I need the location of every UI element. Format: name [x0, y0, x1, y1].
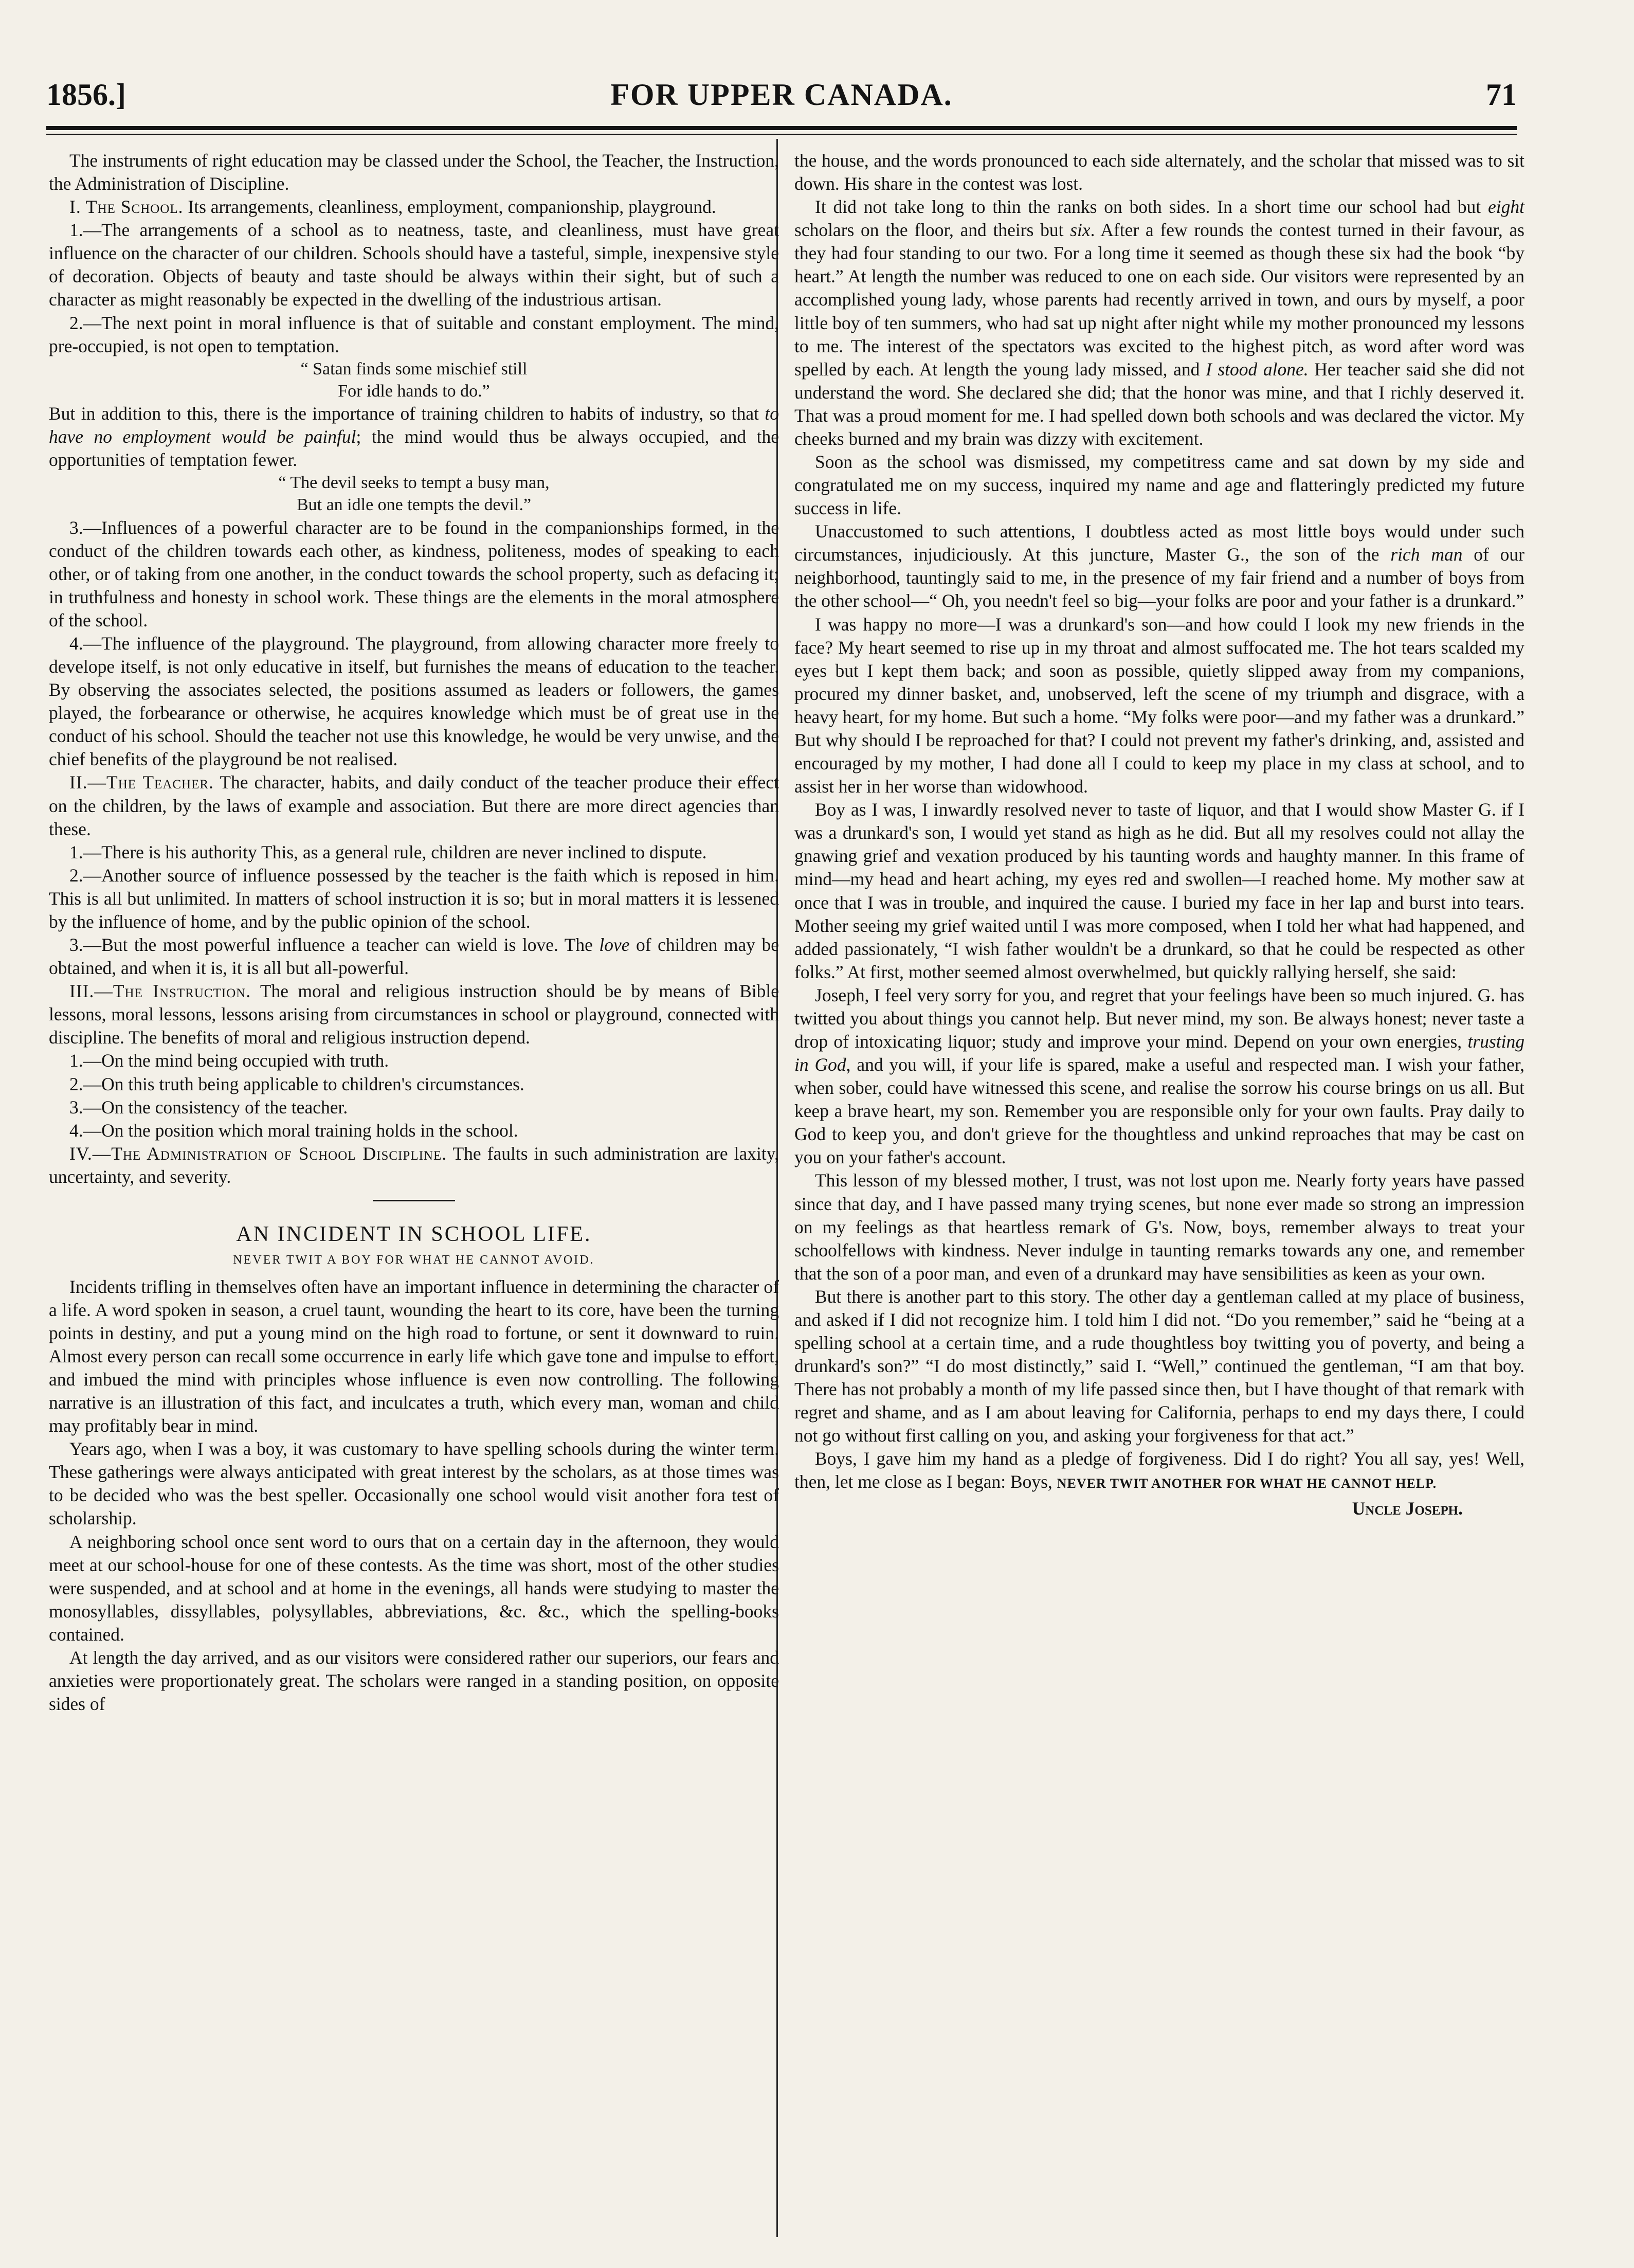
header-title: FOR UPPER CANADA.: [610, 78, 953, 112]
teacher-point-2: 2.—Another source of influence possessed by the teacher is the faith which is reposed in him. This is all but unlimited. In matters of school instruction it is so; but in moral matters it is lessened by the influence of home, and by the public opinion of the school.: [49, 865, 779, 932]
school-point-2-continued: [49, 402, 779, 472]
story-paragraph-13: But there is another part to this story. The other day a gentleman called at my place of business, and asked if I did not recognize him. I told him I did not. “Do you remember,” said he “being at a spelling school at a certain time, and a rude thoughtless boy twitting you of poverty, and being a drunkard's son?” “I do most distinctly,” said I. “Well,” continued the gentleman, “I am that boy. There has not probably a month of my life passed since then, but I have thought of that remark with regret and shame, and as I am about leaving for California, perhaps to end my days there, I could not go without first calling on you, and asking your forgiveness for that act.”: [794, 1286, 1524, 1446]
story-paragraph-1: Incidents trifling in themselves often have an important influence in determining the character of a life. A word spoken in season, a cruel taunt, wounding the heart to its core, have been the turning points in destiny, and put a young mind on the high road to fortune, or sent it downward to ruin. Almost every person can recall some occurrence in early life which gave tone and impulse to effort, and imbued the mind with principles whose influence is even now controlling. The following narrative is an illustration of this fact, and inculcates a truth, which every man, woman and child may profitably bear in mind.: [49, 1276, 779, 1436]
story-paragraph-10: Boy as I was, I inwardly resolved never to taste of liquor, and that I would show Master G. if I was a drunkard's son, I would yet stand as high as he did. But all my resolves could not allay the gnawing grief and vexation produced by his taunting words and haughty manner. In this frame of mind—my head and heart aching, my eyes red and swollen—I reached home. My mother saw at once that I was in trouble, and inquired the cause. I buried my face in her lap and burst into tears. Mother seeing my grief waited until I was more composed, when I told her what had happened, and added passionately, “I wish father wouldn't be a drunkard, so that he could be respected as other folks.” At first, mother seemed almost overwhelmed, but quickly rallying herself, she said:: [794, 799, 1524, 982]
page-header: [46, 77, 1517, 118]
administration-section: [49, 1142, 779, 1189]
verse-devil-line-1: “ The devil seeks to tempt a busy man,: [278, 473, 550, 493]
verse-devil-line-2: But an idle one tempts the devil.”: [296, 495, 532, 515]
school-point-1: 1.—The arrangements of a school as to neatness, taste, and cleanliness, must have great influence on the character of our children. Schools should have a tasteful, simple, inexpensive style of decoration. Objects of beauty and taste should be always within their sight, but of such a character as might reasonably be expected in the dwelling of the industrious artisan.: [49, 220, 779, 310]
teacher-heading: II.—The Teacher.: [69, 772, 214, 793]
header-rule-thin: [46, 134, 1517, 135]
emphasis-text: rich man: [1390, 544, 1463, 565]
left-column: [49, 149, 779, 1716]
story-paragraph-2: Years ago, when I was a boy, it was customary to have spelling schools during the winter term. These gatherings were always anticipated with great interest by the scholars, as at those times was to be decided who was the best speller. Occasionally one school would visit another fora test of scholarship.: [49, 1438, 779, 1529]
story-paragraph-6: [794, 195, 1524, 451]
right-column: [794, 149, 1524, 1520]
teacher-point-3: [49, 933, 779, 980]
administration-heading: IV.—The Administration of School Discipline.: [69, 1143, 447, 1164]
section-rule: [373, 1200, 455, 1201]
story-paragraph-14: [794, 1447, 1524, 1493]
text-span: scholars on the floor, and theirs but: [794, 220, 1070, 241]
instruction-point-1: 1.—On the mind being occupied with truth.: [69, 1050, 389, 1071]
instruction-point-2: 2.—On this truth being applicable to children's circumstances.: [69, 1073, 524, 1094]
instruction-section-text: The moral and religious instruction should be by means of Bible lessons, moral lessons, lessons arising from circumstances in school or playground, connected with discipline. The benefits of moral and religious instruction depend.: [49, 981, 779, 1048]
emphasis-text: trusting in God: [794, 1031, 1524, 1075]
administration-section-text: The faults in such administration are laxity, uncertainty, and severity.: [49, 1143, 779, 1187]
story-title: AN INCIDENT IN SCHOOL LIFE.: [236, 1222, 592, 1246]
text-span: Unaccustomed to such attentions, I doubtless acted as most little boys would under such circumstances, injudiciously. At this juncture, Master G., the son of the: [794, 521, 1524, 565]
emphasis-text: to have no employment would be painful: [49, 403, 779, 447]
story-paragraph-3: A neighboring school once sent word to ours that on a certain day in the afternoon, they would meet at our school-house for one of these contests. As the time was short, most of the other studies were suspended, and at school and at home in the evenings, all hands were studying to master the monosyllables, dissyllables, polysyllables, abbreviations, &c. &c., which the spelling-books contained.: [49, 1531, 779, 1645]
verse-satan-line-2: For idle hands to do.”: [338, 381, 490, 401]
story-paragraph-5: the house, and the words pronounced to each side alternately, and the scholar that missed was to sit down. His share in the contest was lost.: [794, 150, 1524, 194]
school-heading: I. The School.: [69, 196, 184, 218]
text-span: It did not take long to thin the ranks on both sides. In a short time our school had but: [815, 196, 1488, 218]
teacher-point-1: 1.—There is his authority This, as a general rule, children are never inclined to dispute.: [69, 841, 707, 862]
school-point-3: 3.—Influences of a powerful character are to be found in the companionships formed, in the conduct of the children towards each other, as kindness, politeness, modes of speaking to each other, or of taking from one another, in the conduct towards the school property, such as defacing it; in truthfulness and honesty in school work. These things are the elements in the moral atmosphere of the school.: [49, 517, 779, 631]
header-rule-thick: [46, 126, 1517, 130]
text-span: But in addition to this, there is the importance of training children to habits of industry, so that: [49, 403, 765, 424]
school-point-4: 4.—The influence of the playground. The playground, from allowing character more freely to develope itself, is not only educative in itself, but furnishes the means of education to the teacher. By observing the associates selected, the positions assumed as leaders or followers, the games played, the forbearance or otherwise, he acquires knowledge which must be of great use in the conduct of his school. Should the teacher not use this knowledge, he would be very unwise, and the chief benefits of the playground be not realised.: [49, 633, 779, 770]
story-paragraph-4: At length the day arrived, and as our visitors were considered rather our superiors, our fears and anxieties were proportionately great. The scholars were ranged in a standing position, on opposite sides of: [49, 1647, 779, 1715]
emphasis-text: six: [1070, 220, 1091, 241]
text-span: ; the mind would thus be always occupied, and the opportunities of temptation fewer.: [49, 426, 779, 471]
story-paragraph-7: Soon as the school was dismissed, my competitress came and sat down by my side and congratulated me on my success, inquired my name and age and flatteringly predicted my future success in life.: [794, 452, 1524, 519]
text-span: Her teacher said she did not understand the word. She declared she did; that the honor was mine, and that I richly deserved it. That was a proud moment for me. I had spelled down both schools and was declared the victor. My cheeks burned and my brain was dizzy with excitement.: [794, 358, 1524, 449]
emphasis-text: eight: [1488, 196, 1524, 218]
story-subtitle: NEVER TWIT A BOY FOR WHAT HE CANNOT AVOID.: [233, 1253, 595, 1267]
story-paragraph-11: [794, 984, 1524, 1169]
school-point-2: 2.—The next point in moral influence is that of suitable and constant employment. The mind, pre-occupied, is not open to temptation.: [49, 312, 779, 356]
school-section: [49, 195, 779, 219]
instruction-section: [49, 980, 779, 1049]
story-paragraph-9: I was happy no more—I was a drunkard's son—and how could I look my new friends in the face? My heart seemed to rise up in my throat and almost suffocated me. The hot tears scalded my eyes but I kept them back; and soon as possible, quietly slipped away from my companions, procured my dinner basket, and, unobserved, left the scene of my triumph and disgrace, with a heavy heart, for my home. But such a home. “My folks were poor—and my father was a drunkard.” But why should I be reproached for that? I could not prevent my father's drinking, and, assisted and encouraged by my mother, I had done all I could to keep my place in my class at school, and to assist her in her worse than widowhood.: [794, 614, 1524, 797]
signature: Uncle Joseph.: [1352, 1498, 1463, 1519]
text-span: 3.—But the most powerful influence a teacher can wield is love. The: [69, 934, 600, 956]
instruction-point-3: 3.—On the consistency of the teacher.: [69, 1096, 348, 1118]
text-span: of children may be obtained, and when it is, it is all but all-powerful.: [49, 934, 779, 979]
teacher-section: [49, 771, 779, 840]
emphasis-text: love: [599, 934, 630, 956]
closing-moral: NEVER TWIT ANOTHER FOR WHAT HE CANNOT HELP.: [1057, 1476, 1437, 1491]
instruction-point-4: 4.—On the position which moral training holds in the school.: [69, 1120, 518, 1141]
emphasis-text: I stood alone.: [1205, 358, 1309, 380]
story-paragraph-12: This lesson of my blessed mother, I trust, was not lost upon me. Nearly forty years have passed since that day, and I have passed many trying scenes, but none ever made so strong an impression on my feelings as that heartless remark of G's. Now, boys, remember always to treat your schoolfellows with kindness. Never indulge in taunting remarks towards any one, and remember that the son of a poor man, and even of a drunkard may have sensibilities as keen as your own.: [794, 1170, 1524, 1284]
text-span: of our neighborhood, tauntingly said to me, in the presence of my fair friend and a number of boys from the other school—“ Oh, you needn't feel so big—your folks are poor and your father is a drunkard.”: [794, 544, 1524, 611]
intro-paragraph: The instruments of right education may be classed under the School, the Teacher, the Instruction, the Administration of Discipline.: [49, 150, 779, 194]
story-paragraph-8: [794, 520, 1524, 613]
header-page-number: 71: [1486, 78, 1517, 112]
text-span: , and you will, if your life is spared, make a useful and respected man. I wish your father, when sober, could have witnessed this scene, and realise the sorrow his course brings on us all. But keep a brave heart, my son. Remember you are responsible only for your own faults. Pray daily to God to keep you, and don't grieve for the thoughtless and unkind reproaches that may be cast on you on your father's account.: [794, 1054, 1525, 1168]
verse-satan-line-1: “ Satan finds some mischief still: [300, 359, 528, 379]
school-section-text: Its arrangements, cleanliness, employment, companionship, playground.: [183, 196, 716, 218]
text-span: Boys, I gave him my hand as a pledge of forgiveness. Did I do right? You all say, yes! Well, then, let me close as I began: Boys,: [794, 1448, 1524, 1492]
text-span: Joseph, I feel very sorry for you, and regret that your feelings have been so much injured. G. has twitted you about things you cannot help. But never mind, my son. Be always honest; never taste a drop of intoxicating liquor; study and improve your mind. Depend on your own energies,: [794, 984, 1524, 1052]
teacher-section-text: The character, habits, and daily conduct of the teacher produce their effect on the children, by the laws of example and association. But there are more direct agencies than these.: [49, 772, 779, 839]
instruction-heading: III.—The Instruction.: [69, 981, 251, 1002]
text-span: . After a few rounds the contest turned in their favour, as they had four standing to our two. For a long time it seemed as though these six had the book “by heart.” At length the number was reduced to one on each side. Our visitors were represented by an accomplished young lady, whose parents had recently arrived in town, and ours by myself, a poor little boy of ten summers, who had sat up night after night while my mother pronounced my lessons to me. The interest of the spectators was excited to the highest pitch, as word after word was spelled by each. At length the young lady missed, and: [794, 220, 1524, 380]
header-year: 1856.]: [46, 78, 126, 112]
